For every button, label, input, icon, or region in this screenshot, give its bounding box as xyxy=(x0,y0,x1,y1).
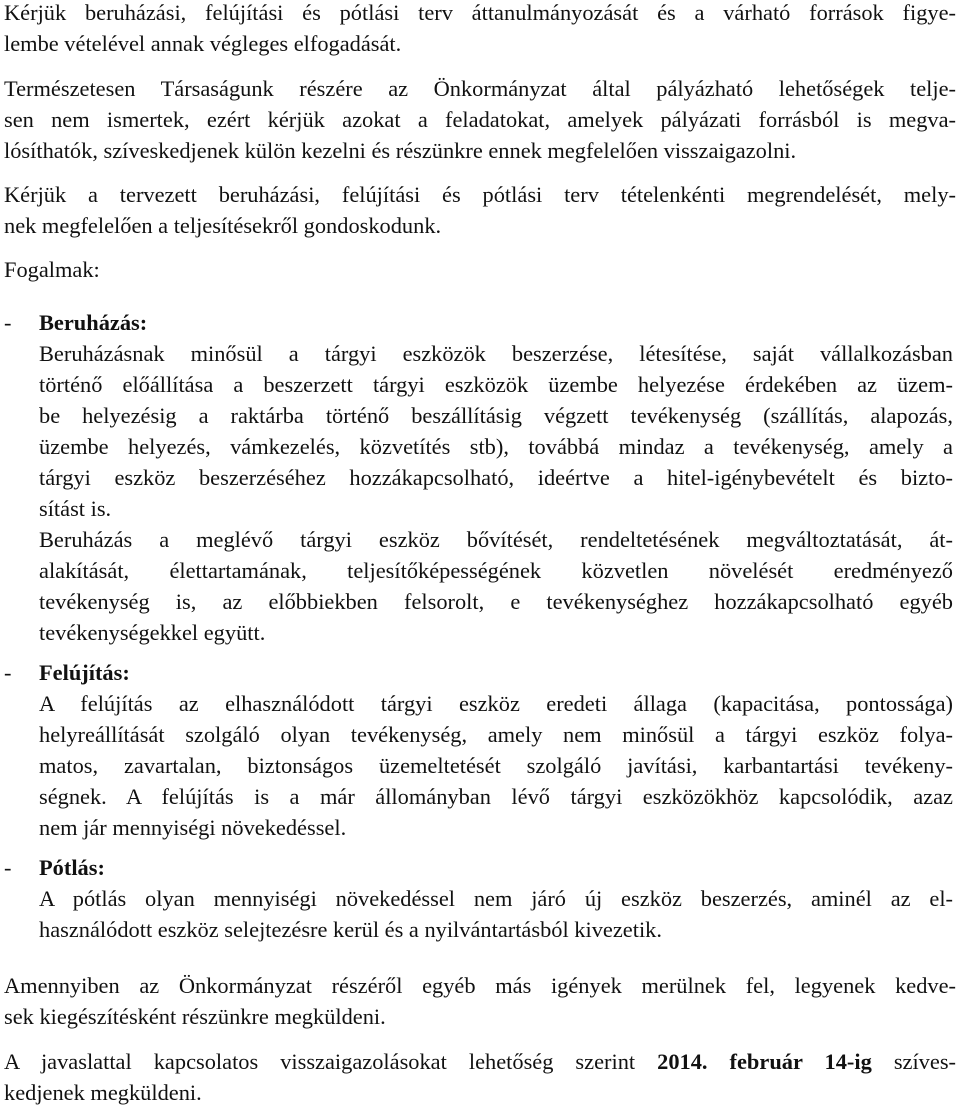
potlas-line-2: használódott eszköz selejtezésre kerül és a nyilvántartásból kivezetik. xyxy=(39,917,662,942)
list-dash: - xyxy=(4,855,12,880)
beruhazas-line-3: be helyezésig a raktárba történő beszállításig végzett tevékenység (szállítás, alapozás, xyxy=(39,403,953,428)
beruhazas-line-2: történő előállítása a beszerzett tárgyi eszközök üzembe helyezése érdekében az üzem- xyxy=(39,372,953,397)
beruhazas-line-4: üzembe helyezés, vámkezelés, közvetítés stb), továbbá mindaz a tevékenység, amely a xyxy=(39,434,953,459)
beruhazas-line-8: alakítását, élettartamának, teljesítőképességének közvetlen növelését eredményező xyxy=(39,558,953,583)
potlas-line-1: A pótlás olyan mennyiségi növekedéssel nem járó új eszköz beszerzés, aminél az el- xyxy=(39,886,953,911)
list-dash: - xyxy=(4,310,12,335)
definitions-heading: Fogalmak: xyxy=(4,257,100,282)
paragraph-5-line-2: kedjenek megküldeni. xyxy=(4,1080,202,1105)
beruhazas-line-1: Beruházásnak minősül a tárgyi eszközök beszerzése, létesítése, saját vállalkozásban xyxy=(39,341,953,366)
beruhazas-line-5: tárgyi eszköz beszerzéséhez hozzákapcsolható, ideértve a hitel-igénybevételt és bizto- xyxy=(39,465,953,490)
term-title-beruhazas: Beruházás: xyxy=(39,310,148,335)
beruhazas-line-6: sítást is. xyxy=(39,496,112,521)
paragraph-1-line-1: Kérjük beruházási, felújítási és pótlási terv áttanulmányozását és a várható források figye- xyxy=(4,0,956,25)
paragraph-4-line-1: Amennyiben az Önkormányzat részéről egyéb más igények merülnek fel, legyenek kedve- xyxy=(4,973,956,998)
paragraph-1-line-2: lembe vételével annak végleges elfogadását. xyxy=(4,31,402,56)
paragraph-2-line-1: Természetesen Társaságunk részére az Önkormányzat által pályázható lehetőségek telje- xyxy=(4,76,956,101)
beruhazas-line-10: tevékenységekkel együtt. xyxy=(39,620,266,645)
paragraph-5-line-1: A javaslattal kapcsolatos visszaigazolásokat lehetőség szerint 2014. február 14-ig szíves- xyxy=(4,1049,956,1074)
paragraph-2-line-2: sen nem ismertek, ezért kérjük azokat a feladatokat, amelyek pályázati forrásból is megva- xyxy=(4,107,956,132)
term-title-felujitas: Felújítás: xyxy=(39,660,130,685)
felujitas-line-4: ségnek. A felújítás is a már állományban lévő tárgyi eszközökhöz kapcsolódik, azaz xyxy=(39,784,953,809)
paragraph-3-line-2: nek megfelelően a teljesítésekről gondoskodunk. xyxy=(4,213,442,238)
felujitas-line-1: A felújítás az elhasználódott tárgyi eszköz eredeti állaga (kapacitása, pontossága) xyxy=(39,691,953,716)
felujitas-line-3: matos, zavartalan, biztonságos üzemeltetését szolgáló javítási, karbantartási tevékeny- xyxy=(39,753,953,778)
beruhazas-line-7: Beruházás a meglévő tárgyi eszköz bővítését, rendeltetésének megváltoztatását, át- xyxy=(39,527,953,552)
paragraph-4-line-2: sek kiegészítésként részünkre megküldeni. xyxy=(4,1004,386,1029)
deadline-date: 2014. február 14-ig xyxy=(657,1049,872,1074)
term-title-potlas: Pótlás: xyxy=(39,855,105,880)
paragraph-2-line-3: lósíthatók, szíveskedjenek külön kezelni és részünkre ennek megfelelően visszaigazolni. xyxy=(4,138,797,163)
list-dash: - xyxy=(4,660,12,685)
felujitas-line-2: helyreállítását szolgáló olyan tevékenység, amely nem minősül a tárgyi eszköz folya- xyxy=(39,722,953,747)
beruhazas-line-9: tevékenység is, az előbbiekben felsorolt, e tevékenységhez hozzákapcsolható egyéb xyxy=(39,589,953,614)
felujitas-line-5: nem jár mennyiségi növekedéssel. xyxy=(39,815,347,840)
paragraph-3-line-1: Kérjük a tervezett beruházási, felújítási és pótlási terv tételenkénti megrendelését, mely- xyxy=(4,182,956,207)
